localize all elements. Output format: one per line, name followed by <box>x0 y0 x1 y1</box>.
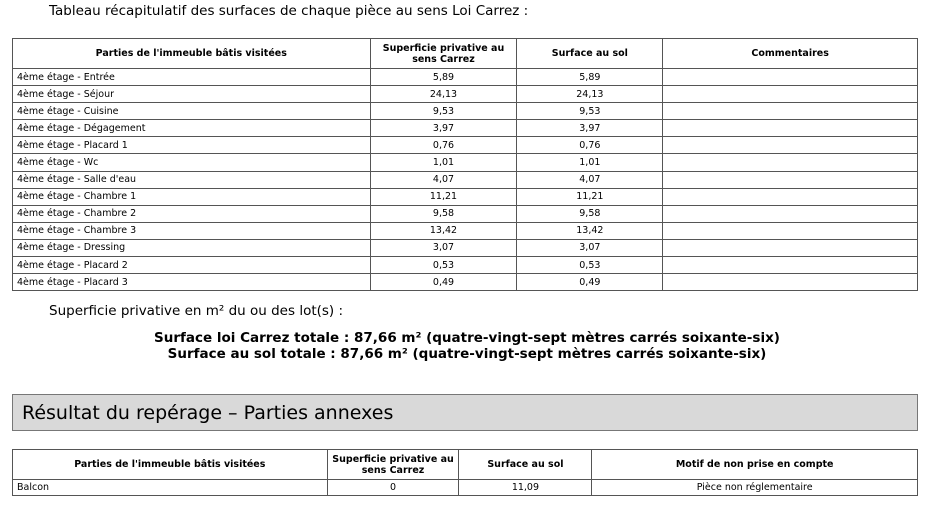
cell-sol: 11,21 <box>517 188 663 205</box>
subtitle-text: Superficie privative en m² du ou des lot(s) : <box>49 303 344 319</box>
cell-commentaire <box>663 137 918 154</box>
cell-carrez: 5,89 <box>370 69 517 86</box>
cell-sol: 1,01 <box>517 154 663 171</box>
table-row <box>13 222 918 239</box>
cell-carrez: 13,42 <box>370 222 517 239</box>
header-carrez: Superficie privative au sens Carrez <box>327 450 459 480</box>
cell-sol: 0,49 <box>517 274 663 291</box>
cell-commentaire <box>663 103 918 120</box>
cell-sol: 11,09 <box>459 480 592 496</box>
cell-partie: Balcon <box>13 480 328 496</box>
cell-commentaire <box>663 205 918 222</box>
table-row <box>13 171 918 188</box>
cell-carrez: 0,53 <box>370 257 517 274</box>
table-header-row <box>13 450 918 480</box>
table-row <box>13 205 918 222</box>
cell-motif: Pièce non réglementaire <box>592 480 918 496</box>
cell-commentaire <box>663 154 918 171</box>
header-partie: Parties de l'immeuble bâtis visitées <box>13 450 328 480</box>
table-row <box>13 480 918 496</box>
cell-partie: 4ème étage - Chambre 1 <box>13 188 371 205</box>
cell-commentaire <box>663 171 918 188</box>
cell-carrez: 0 <box>327 480 459 496</box>
cell-partie: 4ème étage - Placard 1 <box>13 137 371 154</box>
cell-commentaire <box>663 120 918 137</box>
table-row <box>13 69 918 86</box>
table-row <box>13 154 918 171</box>
header-partie: Parties de l'immeuble bâtis visitées <box>13 39 371 69</box>
total-carrez: Surface loi Carrez totale : 87,66 m² (quatre-vingt-sept mètres carrés soixante-six) <box>154 330 780 346</box>
section-title: Résultat du repérage – Parties annexes <box>12 394 918 431</box>
table-row <box>13 239 918 256</box>
annexes-table <box>12 449 918 496</box>
cell-carrez: 0,49 <box>370 274 517 291</box>
cell-carrez: 0,76 <box>370 137 517 154</box>
carrez-table-body <box>13 69 918 291</box>
table-row <box>13 137 918 154</box>
cell-sol: 9,53 <box>517 103 663 120</box>
header-carrez: Superficie privative au sens Carrez <box>370 39 517 69</box>
cell-commentaire <box>663 222 918 239</box>
cell-partie: 4ème étage - Dressing <box>13 239 371 256</box>
cell-partie: 4ème étage - Placard 2 <box>13 257 371 274</box>
cell-carrez: 24,13 <box>370 86 517 103</box>
cell-partie: 4ème étage - Chambre 2 <box>13 205 371 222</box>
table-row <box>13 103 918 120</box>
cell-sol: 0,76 <box>517 137 663 154</box>
cell-partie: 4ème étage - Cuisine <box>13 103 371 120</box>
cell-sol: 5,89 <box>517 69 663 86</box>
cell-partie: 4ème étage - Wc <box>13 154 371 171</box>
cell-carrez: 11,21 <box>370 188 517 205</box>
cell-commentaire <box>663 257 918 274</box>
cell-sol: 3,97 <box>517 120 663 137</box>
table-row <box>13 188 918 205</box>
cell-carrez: 3,97 <box>370 120 517 137</box>
cell-sol: 4,07 <box>517 171 663 188</box>
header-sol: Surface au sol <box>517 39 663 69</box>
cell-partie: 4ème étage - Salle d'eau <box>13 171 371 188</box>
cell-partie: 4ème étage - Placard 3 <box>13 274 371 291</box>
cell-carrez: 3,07 <box>370 239 517 256</box>
cell-sol: 24,13 <box>517 86 663 103</box>
cell-commentaire <box>663 239 918 256</box>
cell-commentaire <box>663 86 918 103</box>
cell-carrez: 1,01 <box>370 154 517 171</box>
cell-sol: 9,58 <box>517 205 663 222</box>
table-header-row <box>13 39 918 69</box>
carrez-table <box>12 38 918 291</box>
header-commentaires: Commentaires <box>663 39 918 69</box>
table-row <box>13 120 918 137</box>
cell-partie: 4ème étage - Entrée <box>13 69 371 86</box>
table-row <box>13 86 918 103</box>
cell-commentaire <box>663 274 918 291</box>
cell-commentaire <box>663 188 918 205</box>
intro-text: Tableau récapitulatif des surfaces de chaque pièce au sens Loi Carrez : <box>49 3 529 19</box>
cell-sol: 13,42 <box>517 222 663 239</box>
cell-carrez: 9,58 <box>370 205 517 222</box>
cell-partie: 4ème étage - Dégagement <box>13 120 371 137</box>
cell-carrez: 9,53 <box>370 103 517 120</box>
cell-sol: 3,07 <box>517 239 663 256</box>
table-row <box>13 257 918 274</box>
cell-partie: 4ème étage - Chambre 3 <box>13 222 371 239</box>
cell-sol: 0,53 <box>517 257 663 274</box>
annexes-table-body <box>13 480 918 496</box>
table-row <box>13 274 918 291</box>
header-sol: Surface au sol <box>459 450 592 480</box>
cell-carrez: 4,07 <box>370 171 517 188</box>
cell-partie: 4ème étage - Séjour <box>13 86 371 103</box>
total-sol: Surface au sol totale : 87,66 m² (quatre-vingt-sept mètres carrés soixante-six) <box>167 346 767 362</box>
cell-commentaire <box>663 69 918 86</box>
header-motif: Motif de non prise en compte <box>592 450 918 480</box>
